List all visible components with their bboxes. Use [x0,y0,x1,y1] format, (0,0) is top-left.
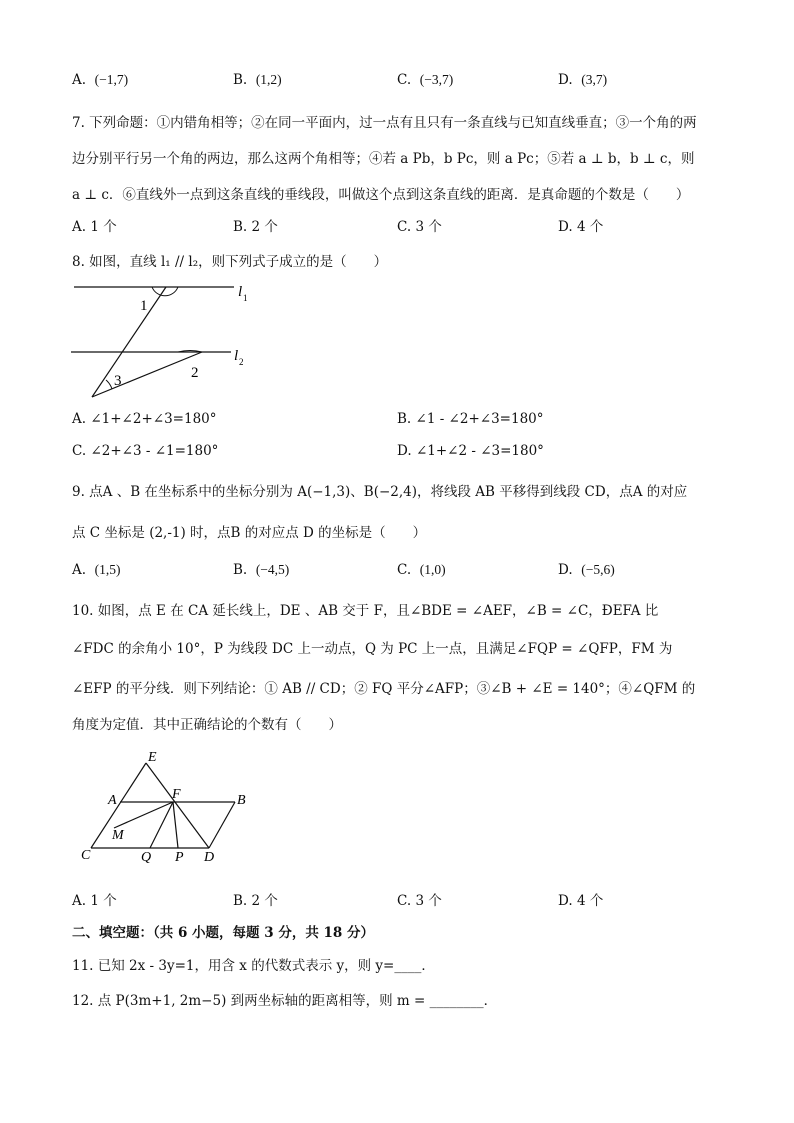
q8-angle1-label: 1 [140,298,148,314]
q9-option-b: B. (−4,5) [233,562,290,578]
q10-option-a: A. 1 个 [72,893,117,909]
q7-option-b: B. 2 个 [233,219,278,235]
q10-option-d: D. 4 个 [558,893,604,909]
q10-figure [78,745,278,873]
q10-label-d: D [204,850,215,865]
q11-stem: 11. 已知 2x - 3y=1，用含 x 的代数式表示 y，则 y=____． [72,958,435,974]
q10-option-c: C. 3 个 [397,893,442,909]
q10-label-c: C [81,848,91,863]
q10-label-f: F [172,787,181,802]
q10-label-p: P [175,850,184,865]
q9-option-c: C. (1,0) [397,562,446,578]
q6-option-a: A. (−1,7) [72,72,129,88]
q10-label-a: A [108,793,117,808]
q8-l2-label: l [234,348,239,364]
q6-option-c: C. (−3,7) [397,72,454,88]
q7-stem-line2: 边分别平行另一个角的两边，那么这两个角相等；④若 a Pb，b Pc，则 a Pc；⑤若 a ⊥ b，b ⊥ c，则 [72,151,695,167]
q8-l1-label: l [238,284,243,300]
q6-option-d: D. (3,7) [558,72,608,88]
q8-option-b: B. ∠1 - ∠2+∠3=180° [397,411,544,427]
q8-stem: 8. 如图，直线 l₁ // l₂，则下列式子成立的是（ ） [72,254,388,270]
q10-stem-line4: 角度为定值．其中正确结论的个数有（ ） [72,717,342,733]
q10-stem-line2: ∠FDC 的余角小 10°，P 为线段 DC 上一动点，Q 为 PC 上一点，且满足∠FQP = ∠QFP，FM 为 [72,641,673,657]
q8-option-a: A. ∠1+∠2+∠3=180° [72,411,217,427]
q9-option-d: D. (−5,6) [558,562,615,578]
q9-stem-line1: 9. 点A 、B 在坐标系中的坐标分别为 A(−1,3)、B(−2,4)，将线段 AB 平移得到线段 CD，点A 的对应 [72,484,688,500]
q8-angle2-label: 2 [191,365,199,381]
q8-l1-subscript: 1 [243,293,248,303]
q8-angle3-label: 3 [114,373,122,389]
q7-stem-line3: a ⊥ c．⑥直线外一点到这条直线的垂线段，叫做这个点到这条直线的距离．是真命题的个数是（ ） [72,187,690,203]
q10-label-q: Q [141,850,152,865]
q8-l2-subscript: 2 [239,357,244,367]
q7-option-d: D. 4 个 [558,219,604,235]
q8-figure [66,278,266,403]
q6-option-b: B. (1,2) [233,72,282,88]
q7-stem-line1: 7. 下列命题：①内错角相等；②在同一平面内，过一点有且只有一条直线与已知直线垂直；③一个角的两 [72,115,697,131]
q10-label-m: M [112,828,124,843]
q8-option-d: D. ∠1+∠2 - ∠3=180° [397,443,544,459]
q9-option-a: A. (1,5) [72,562,121,578]
q10-stem-line1: 10. 如图，点 E 在 CA 延长线上，DE 、AB 交于 F，且∠BDE = ∠AEF，∠B = ∠C，ÐEFA 比 [72,603,659,619]
q10-stem-line3: ∠EFP 的平分线．则下列结论：① AB // CD；② FQ 平分∠AFP；③∠B + ∠E = 140°；④∠QFM 的 [72,681,696,697]
q9-stem-line2: 点 C 坐标是 (2,‑1) 时，点B 的对应点 D 的坐标是（ ） [72,525,427,541]
section-fill-in-heading: 二、填空题：（共 6 小题，每题 3 分，共 18 分） [72,925,375,941]
q7-option-c: C. 3 个 [397,219,442,235]
q10-label-e: E [148,750,157,765]
q7-option-a: A. 1 个 [72,219,117,235]
q10-label-b: B [237,793,246,808]
q10-option-b: B. 2 个 [233,893,278,909]
q12-stem: 12. 点 P(3m+1, 2m−5) 到两坐标轴的距离相等，则 m = ________． [72,993,498,1009]
q8-option-c: C. ∠2+∠3 - ∠1=180° [72,443,219,459]
